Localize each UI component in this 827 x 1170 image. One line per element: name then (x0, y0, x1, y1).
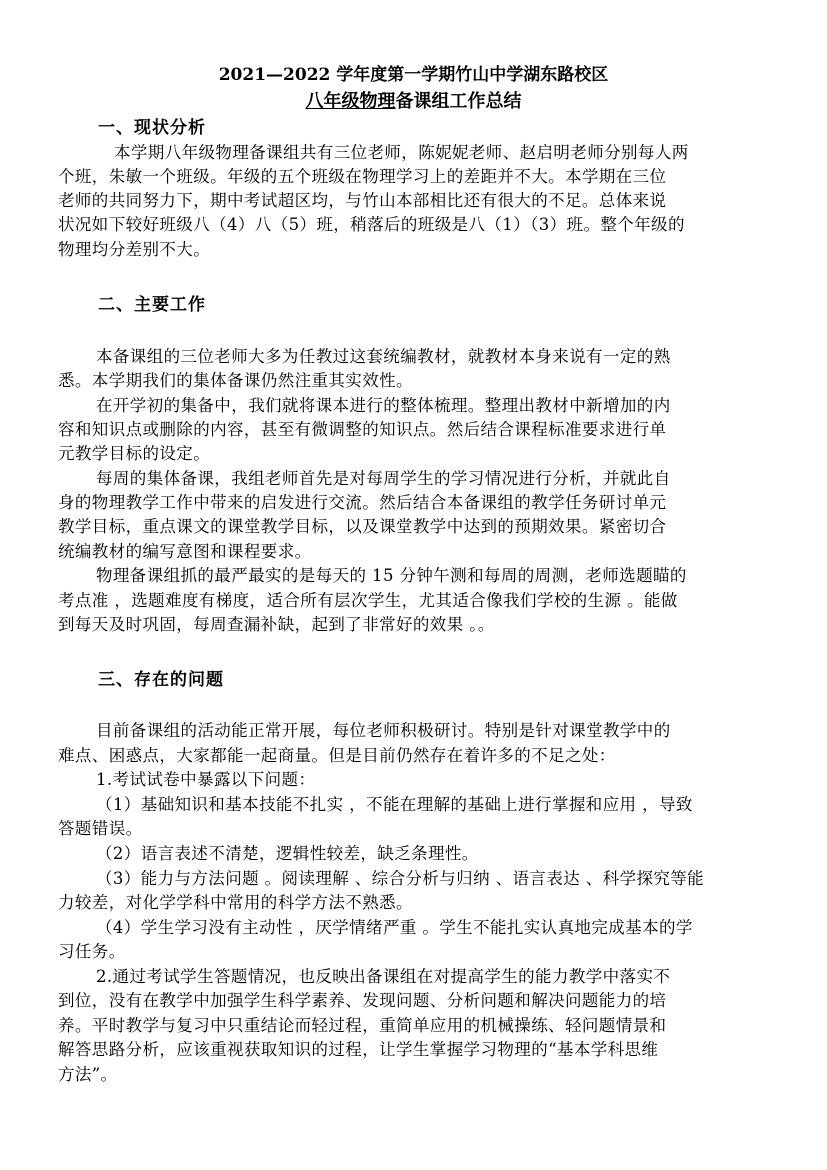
paragraph-line: 容和知识点或删除的内容，甚至有微调整的知识点。然后结合课程标准要求进行单 (58, 420, 667, 439)
paragraph-line: 2.通过考试学生答题情况，也反映出备课组在对提高学生的能力教学中落实不 (96, 967, 671, 986)
paragraph-line: 每周的集体备课，我组老师首先是对每周学生的学习情况进行分析，并就此自 (96, 469, 671, 488)
paragraph-line: 难点、困惑点，大家都能一起商量。但是目前仍然存在着许多的不足之处： (58, 746, 616, 765)
section-heading-1: 一、现状分析 (98, 118, 206, 138)
paragraph-line: 物理均分差别不大。 (58, 240, 211, 259)
paragraph-line: 本学期八年级物理备课组共有三位老师，陈妮妮老师、赵启明老师分别每人两 (114, 143, 689, 162)
paragraph-line: 在开学初的集备中，我们就将课本进行的整体梳理。整理出教材中新增加的内 (96, 396, 671, 415)
paragraph-line: 个班，朱敏一个班级。年级的五个班级在物理学习上的差距并不大。本学期在三位 (58, 167, 667, 186)
paragraph-line: 解答思路分析，应该重视获取知识的过程，让学生掌握学习物理的“基本学科思维 (58, 1040, 659, 1059)
paragraph-line: 元教学目标的设定。 (58, 444, 211, 463)
paragraph-line: 答题错误。 (58, 819, 143, 838)
paragraph-line: 老师的共同努力下，期中考试超区均，与竹山本部相比还有很大的不足。总体来说 (58, 191, 667, 210)
paragraph-line: 到位，没有在教学中加强学生科学素养、发现问题、分析问题和解决问题能力的培 (58, 991, 667, 1010)
section-heading-2: 二、主要工作 (98, 295, 206, 315)
paragraph-line: （2）语言表述不清楚，逻辑性较差，缺乏条理性。 (96, 844, 479, 863)
paragraph-line: 状况如下较好班级八（4）八（5）班，稍落后的班级是八（1）（3）班。整个年级的 (58, 215, 685, 234)
document-title-line-2 (0, 87, 827, 113)
paragraph-line: 身的物理教学工作中带来的启发进行交流。然后结合本备课组的教学任务研讨单元 (58, 493, 667, 512)
paragraph-line: 习任务。 (58, 942, 126, 961)
paragraph-line: 物理备课组抓的最严最实的是每天的 15 分钟午测和每周的周测，老师选题瞄的 (96, 566, 687, 585)
paragraph-line: 力较差，对化学学科中常用的科学方法不熟悉。 (58, 893, 413, 912)
paragraph-line: 到每天及时巩固，每周查漏补缺，起到了非常好的效果 。。 (58, 615, 495, 634)
document-title-line-1: 2021—2022 学年度第一学期竹山中学湖东路校区 (218, 65, 609, 85)
section-heading-3: 三、存在的问题 (98, 670, 224, 690)
paragraph-line: 养。平时教学与复习中只重结论而轻过程，重简单应用的机械操练、轻问题情景和 (58, 1016, 667, 1035)
paragraph-line: 1.考试试卷中暴露以下问题： (96, 770, 316, 789)
paragraph-line: 目前备课组的活动能正常开展，每位老师积极研讨。特别是针对课堂教学中的 (96, 721, 671, 740)
paragraph-line: 方法”。 (58, 1065, 118, 1084)
paragraph-line: 悉。本学期我们的集体备课仍然注重其实效性。 (58, 371, 413, 390)
paragraph-line: 教学目标，重点课文的课堂教学目标，以及课堂教学中达到的预期效果。紧密切合 (58, 517, 667, 536)
title-rest: 备课组工作总结 (395, 91, 522, 112)
paragraph-line: 统编教材的编写意图和课程要求。 (58, 542, 312, 561)
title-underlined-part: 八年级物理 (305, 91, 396, 112)
paragraph-line: （4）学生学习没有主动性 ，厌学情绪严重 。学生不能扎实认真地完成基本的学 (96, 918, 693, 937)
paragraph-line: （1）基础知识和基本技能不扎实 ，不能在理解的基础上进行掌握和应用 ，导致 (96, 795, 693, 814)
paragraph-line: （3）能力与方法问题 。阅读理解 、综合分析与归纳 、语言表达 、科学探究等能 (96, 869, 705, 888)
paragraph-line: 考点准 ，选题难度有梯度，适合所有层次学生，尤其适合像我们学校的生源 。能做 (58, 591, 678, 610)
paragraph-line: 本备课组的三位老师大多为任教过这套统编教材，就教材本身来说有一定的熟 (96, 347, 671, 366)
